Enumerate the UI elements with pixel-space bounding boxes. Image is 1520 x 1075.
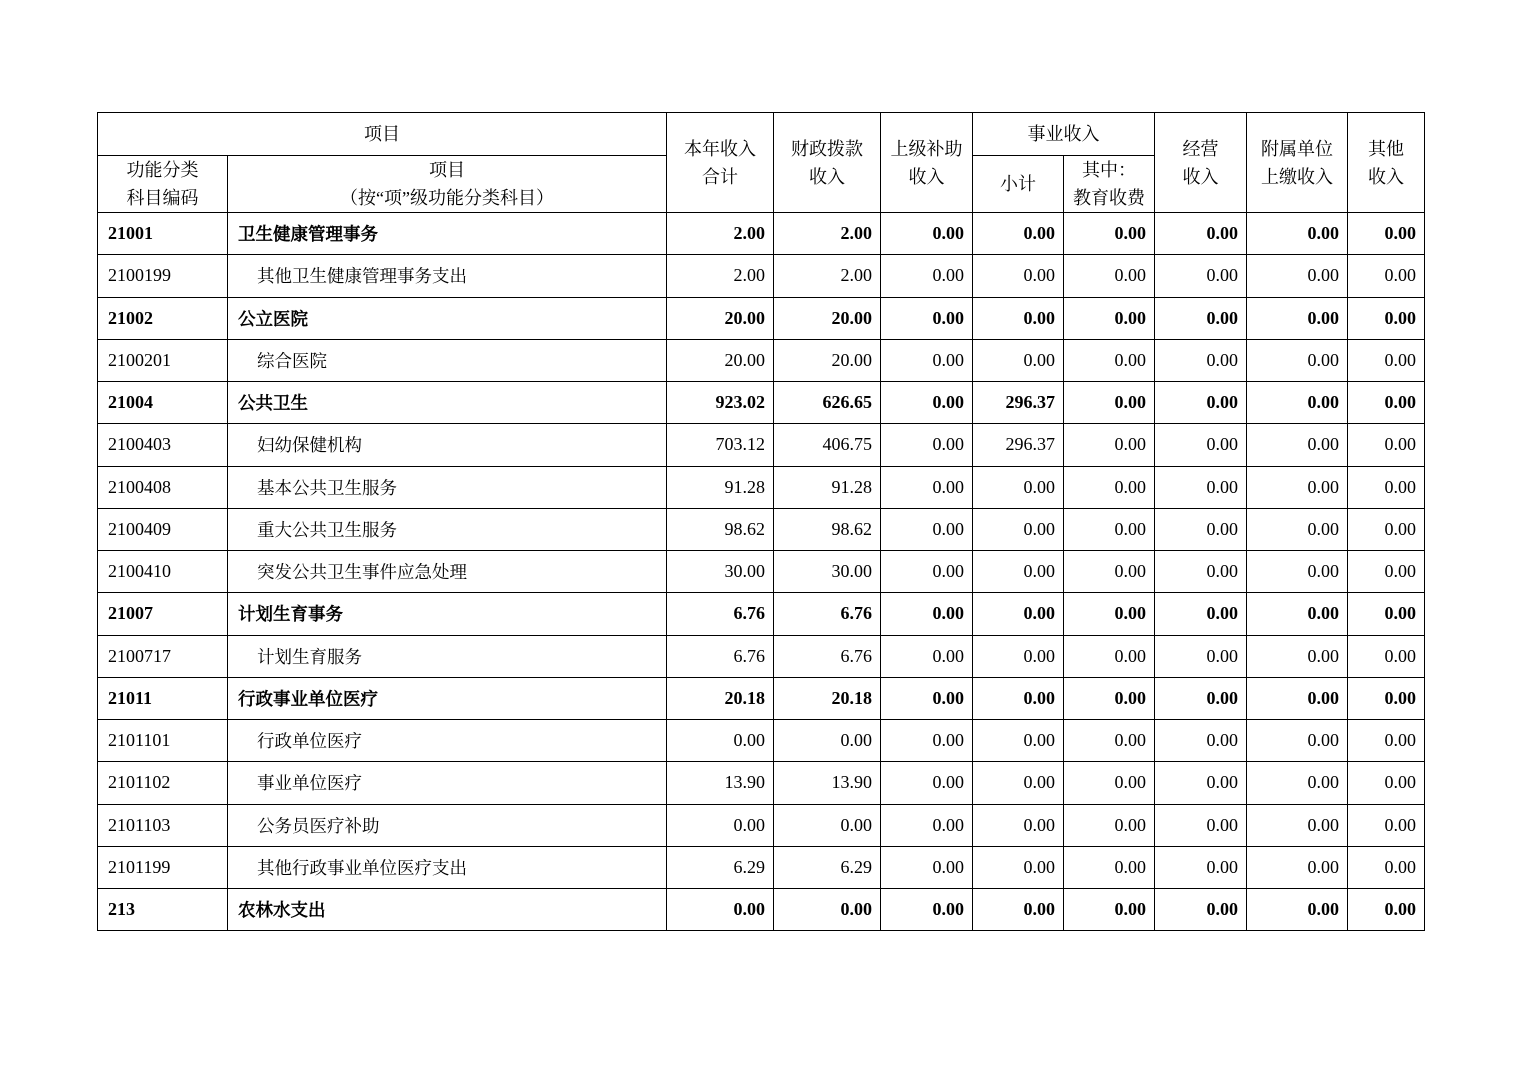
fiscal-income-header: 财政拨款 收入 [774,113,881,213]
cell-affiliated: 0.00 [1247,889,1348,931]
row-name: 计划生育事务 [228,593,667,635]
cell-total: 923.02 [667,382,774,424]
cell-total: 2.00 [667,213,774,255]
cell-superior: 0.00 [881,213,973,255]
cell-other: 0.00 [1348,889,1425,931]
cell-career-subtotal: 0.00 [973,255,1064,297]
career-income-header: 事业收入 [973,113,1155,156]
cell-total: 98.62 [667,508,774,550]
cell-other: 0.00 [1348,762,1425,804]
cell-career-subtotal: 0.00 [973,297,1064,339]
row-code: 21001 [98,213,228,255]
table-row [98,255,1425,297]
income-table [97,112,1425,931]
project-header: 项目 [98,113,667,156]
cell-operating: 0.00 [1155,297,1247,339]
cell-total: 91.28 [667,466,774,508]
cell-fiscal: 6.76 [774,593,881,635]
cell-superior: 0.00 [881,466,973,508]
table-row [98,213,1425,255]
cell-career-subtotal: 0.00 [973,804,1064,846]
cell-operating: 0.00 [1155,635,1247,677]
cell-other: 0.00 [1348,677,1425,719]
cell-education-fee: 0.00 [1064,677,1155,719]
cell-total: 20.00 [667,297,774,339]
row-code: 2100409 [98,508,228,550]
cell-fiscal: 98.62 [774,508,881,550]
cell-affiliated: 0.00 [1247,466,1348,508]
cell-superior: 0.00 [881,382,973,424]
cell-education-fee: 0.00 [1064,846,1155,888]
cell-education-fee: 0.00 [1064,382,1155,424]
cell-superior: 0.00 [881,762,973,804]
cell-affiliated: 0.00 [1247,635,1348,677]
cell-affiliated: 0.00 [1247,255,1348,297]
cell-operating: 0.00 [1155,677,1247,719]
row-code: 2100408 [98,466,228,508]
cell-operating: 0.00 [1155,339,1247,381]
table-row [98,804,1425,846]
cell-superior: 0.00 [881,508,973,550]
cell-career-subtotal: 0.00 [973,677,1064,719]
row-code: 2100403 [98,424,228,466]
cell-career-subtotal: 0.00 [973,846,1064,888]
row-name: 突发公共卫生事件应急处理 [228,551,667,593]
cell-fiscal: 20.00 [774,297,881,339]
cell-total: 30.00 [667,551,774,593]
cell-affiliated: 0.00 [1247,593,1348,635]
row-code: 2101199 [98,846,228,888]
cell-education-fee: 0.00 [1064,635,1155,677]
cell-superior: 0.00 [881,677,973,719]
education-fee-header: 其中： 教育收费 [1064,156,1155,213]
cell-fiscal: 91.28 [774,466,881,508]
row-code: 2100410 [98,551,228,593]
cell-total: 0.00 [667,720,774,762]
cell-fiscal: 2.00 [774,213,881,255]
cell-superior: 0.00 [881,424,973,466]
cell-superior: 0.00 [881,846,973,888]
cell-career-subtotal: 0.00 [973,466,1064,508]
cell-fiscal: 0.00 [774,804,881,846]
row-name: 其他卫生健康管理事务支出 [228,255,667,297]
cell-operating: 0.00 [1155,593,1247,635]
cell-education-fee: 0.00 [1064,889,1155,931]
cell-education-fee: 0.00 [1064,255,1155,297]
cell-total: 2.00 [667,255,774,297]
cell-other: 0.00 [1348,846,1425,888]
cell-total: 6.76 [667,635,774,677]
cell-affiliated: 0.00 [1247,213,1348,255]
row-name: 行政单位医疗 [228,720,667,762]
cell-superior: 0.00 [881,297,973,339]
cell-education-fee: 0.00 [1064,508,1155,550]
cell-total: 13.90 [667,762,774,804]
cell-other: 0.00 [1348,466,1425,508]
table-row [98,424,1425,466]
cell-other: 0.00 [1348,297,1425,339]
cell-fiscal: 0.00 [774,720,881,762]
cell-operating: 0.00 [1155,382,1247,424]
item-name-header: 项目 （按“项”级功能分类科目） [228,156,667,213]
row-name: 农林水支出 [228,889,667,931]
row-code: 21007 [98,593,228,635]
row-code: 2101102 [98,762,228,804]
cell-affiliated: 0.00 [1247,508,1348,550]
cell-operating: 0.00 [1155,762,1247,804]
cell-fiscal: 2.00 [774,255,881,297]
cell-superior: 0.00 [881,551,973,593]
row-name: 事业单位医疗 [228,762,667,804]
cell-career-subtotal: 0.00 [973,762,1064,804]
cell-career-subtotal: 0.00 [973,508,1064,550]
cell-career-subtotal: 0.00 [973,551,1064,593]
row-name: 行政事业单位医疗 [228,677,667,719]
cell-superior: 0.00 [881,339,973,381]
table-row [98,635,1425,677]
table-body [98,213,1425,931]
cell-other: 0.00 [1348,635,1425,677]
other-income-header: 其他 收入 [1348,113,1425,213]
cell-fiscal: 20.00 [774,339,881,381]
row-code: 2100717 [98,635,228,677]
cell-education-fee: 0.00 [1064,213,1155,255]
cell-affiliated: 0.00 [1247,677,1348,719]
cell-total: 20.18 [667,677,774,719]
table-row [98,889,1425,931]
cell-operating: 0.00 [1155,889,1247,931]
cell-affiliated: 0.00 [1247,720,1348,762]
table-row [98,297,1425,339]
cell-superior: 0.00 [881,720,973,762]
cell-affiliated: 0.00 [1247,382,1348,424]
cell-education-fee: 0.00 [1064,593,1155,635]
cell-other: 0.00 [1348,339,1425,381]
row-code: 21004 [98,382,228,424]
cell-superior: 0.00 [881,593,973,635]
cell-operating: 0.00 [1155,255,1247,297]
row-code: 21002 [98,297,228,339]
table-row [98,339,1425,381]
table-row [98,762,1425,804]
cell-other: 0.00 [1348,255,1425,297]
cell-total: 0.00 [667,804,774,846]
cell-career-subtotal: 0.00 [973,889,1064,931]
cell-fiscal: 0.00 [774,889,881,931]
cell-total: 6.29 [667,846,774,888]
row-name: 卫生健康管理事务 [228,213,667,255]
row-name: 其他行政事业单位医疗支出 [228,846,667,888]
table-row [98,508,1425,550]
total-income-header: 本年收入 合计 [667,113,774,213]
cell-other: 0.00 [1348,551,1425,593]
cell-education-fee: 0.00 [1064,339,1155,381]
cell-fiscal: 13.90 [774,762,881,804]
row-name: 重大公共卫生服务 [228,508,667,550]
cell-career-subtotal: 0.00 [973,593,1064,635]
row-name: 公务员医疗补助 [228,804,667,846]
cell-fiscal: 30.00 [774,551,881,593]
cell-total: 20.00 [667,339,774,381]
cell-fiscal: 6.29 [774,846,881,888]
table-row [98,593,1425,635]
cell-education-fee: 0.00 [1064,762,1155,804]
cell-education-fee: 0.00 [1064,466,1155,508]
cell-other: 0.00 [1348,593,1425,635]
row-name: 公共卫生 [228,382,667,424]
cell-affiliated: 0.00 [1247,846,1348,888]
row-name: 基本公共卫生服务 [228,466,667,508]
cell-education-fee: 0.00 [1064,424,1155,466]
cell-operating: 0.00 [1155,720,1247,762]
cell-superior: 0.00 [881,889,973,931]
cell-operating: 0.00 [1155,804,1247,846]
row-code: 21011 [98,677,228,719]
cell-total: 0.00 [667,889,774,931]
cell-other: 0.00 [1348,720,1425,762]
cell-operating: 0.00 [1155,466,1247,508]
row-name: 妇幼保健机构 [228,424,667,466]
cell-total: 6.76 [667,593,774,635]
operating-income-header: 经营 收入 [1155,113,1247,213]
career-subtotal-header: 小计 [973,156,1064,213]
cell-affiliated: 0.00 [1247,804,1348,846]
row-name: 综合医院 [228,339,667,381]
cell-total: 703.12 [667,424,774,466]
row-code: 2101101 [98,720,228,762]
row-code: 2100199 [98,255,228,297]
cell-education-fee: 0.00 [1064,720,1155,762]
cell-operating: 0.00 [1155,424,1247,466]
cell-affiliated: 0.00 [1247,339,1348,381]
cell-career-subtotal: 0.00 [973,720,1064,762]
cell-fiscal: 20.18 [774,677,881,719]
cell-career-subtotal: 296.37 [973,382,1064,424]
cell-operating: 0.00 [1155,551,1247,593]
table-row [98,677,1425,719]
cell-affiliated: 0.00 [1247,762,1348,804]
func-code-header: 功能分类 科目编码 [98,156,228,213]
cell-superior: 0.00 [881,635,973,677]
cell-career-subtotal: 0.00 [973,339,1064,381]
superior-subsidy-header: 上级补助 收入 [881,113,973,213]
table-header [98,113,1425,213]
cell-other: 0.00 [1348,382,1425,424]
cell-other: 0.00 [1348,508,1425,550]
cell-operating: 0.00 [1155,508,1247,550]
cell-education-fee: 0.00 [1064,804,1155,846]
cell-fiscal: 626.65 [774,382,881,424]
cell-education-fee: 0.00 [1064,297,1155,339]
cell-other: 0.00 [1348,213,1425,255]
cell-education-fee: 0.00 [1064,551,1155,593]
row-name: 公立医院 [228,297,667,339]
affiliated-income-header: 附属单位 上缴收入 [1247,113,1348,213]
cell-career-subtotal: 0.00 [973,213,1064,255]
table-row [98,720,1425,762]
table-row [98,382,1425,424]
table-row [98,551,1425,593]
table-row [98,846,1425,888]
cell-fiscal: 406.75 [774,424,881,466]
cell-affiliated: 0.00 [1247,551,1348,593]
cell-career-subtotal: 0.00 [973,635,1064,677]
cell-operating: 0.00 [1155,213,1247,255]
cell-fiscal: 6.76 [774,635,881,677]
cell-superior: 0.00 [881,804,973,846]
cell-operating: 0.00 [1155,846,1247,888]
table-row [98,466,1425,508]
cell-affiliated: 0.00 [1247,297,1348,339]
row-code: 2100201 [98,339,228,381]
cell-career-subtotal: 296.37 [973,424,1064,466]
row-code: 213 [98,889,228,931]
cell-other: 0.00 [1348,804,1425,846]
cell-affiliated: 0.00 [1247,424,1348,466]
cell-other: 0.00 [1348,424,1425,466]
row-code: 2101103 [98,804,228,846]
cell-superior: 0.00 [881,255,973,297]
row-name: 计划生育服务 [228,635,667,677]
